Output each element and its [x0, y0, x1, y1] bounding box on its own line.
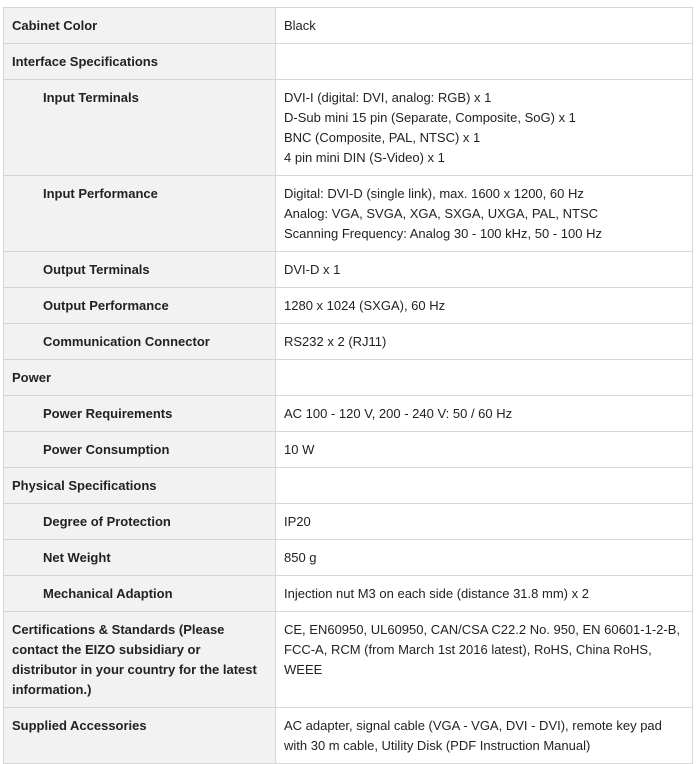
spec-label: Communication Connector — [4, 324, 276, 360]
spec-value — [276, 8, 693, 44]
section-empty-cell — [276, 360, 693, 396]
spec-value — [276, 252, 693, 288]
section-heading: Physical Specifications — [4, 468, 276, 504]
spec-label: Input Terminals — [4, 80, 276, 176]
spec-row-certifications — [4, 612, 693, 708]
spec-value — [276, 288, 693, 324]
spec-value — [276, 324, 693, 360]
spec-row-net-weight — [4, 540, 693, 576]
spec-label: Output Terminals — [4, 252, 276, 288]
section-physical-specifications — [4, 468, 693, 504]
section-power — [4, 360, 693, 396]
section-heading: Interface Specifications — [4, 44, 276, 80]
spec-value-line: Black — [284, 18, 316, 33]
spec-row-mechanical-adaption — [4, 576, 693, 612]
spec-value-line: BNC (Composite, PAL, NTSC) x 1 — [284, 130, 481, 145]
section-interface-specifications — [4, 44, 693, 80]
spec-row-output-performance — [4, 288, 693, 324]
spec-row-output-terminals — [4, 252, 693, 288]
spec-row-cabinet-color — [4, 8, 693, 44]
section-empty-cell — [276, 44, 693, 80]
spec-value-line: AC adapter, signal cable (VGA - VGA, DVI - DVI), remote key pad with 30 m cable, Utility Disk (PDF Instruction Manual) — [284, 718, 662, 753]
spec-value — [276, 576, 693, 612]
spec-value — [276, 80, 693, 176]
spec-value — [276, 176, 693, 252]
spec-value-line: Injection nut M3 on each side (distance 31.8 mm) x 2 — [284, 586, 589, 601]
spec-label: Cabinet Color — [4, 8, 276, 44]
spec-label: Mechanical Adaption — [4, 576, 276, 612]
spec-row-communication-connector — [4, 324, 693, 360]
spec-row-degree-of-protection — [4, 504, 693, 540]
spec-value — [276, 540, 693, 576]
spec-row-input-terminals — [4, 80, 693, 176]
spec-table — [3, 7, 693, 764]
spec-label: Certifications & Standards (Please contact the EIZO subsidiary or distributor in your country for the latest information.) — [4, 612, 276, 708]
spec-value — [276, 396, 693, 432]
spec-label: Power Requirements — [4, 396, 276, 432]
spec-value — [276, 504, 693, 540]
spec-label: Supplied Accessories — [4, 708, 276, 764]
section-empty-cell — [276, 468, 693, 504]
spec-value-line: Scanning Frequency: Analog 30 - 100 kHz, 50 - 100 Hz — [284, 226, 602, 241]
spec-value-line: 850 g — [284, 550, 317, 565]
spec-value — [276, 708, 693, 764]
spec-label: Output Performance — [4, 288, 276, 324]
spec-value — [276, 432, 693, 468]
spec-value-line: Digital: DVI-D (single link), max. 1600 x 1200, 60 Hz — [284, 186, 584, 201]
spec-value-line: 4 pin mini DIN (S-Video) x 1 — [284, 150, 445, 165]
spec-value-line: DVI-I (digital: DVI, analog: RGB) x 1 — [284, 90, 492, 105]
section-heading: Power — [4, 360, 276, 396]
spec-value-line: RS232 x 2 (RJ11) — [284, 334, 387, 349]
spec-row-input-performance — [4, 176, 693, 252]
spec-value-line: CE, EN60950, UL60950, CAN/CSA C22.2 No. 950, EN 60601-1-2-B, FCC-A, RCM (from March 1st 2016 latest), RoHS, China RoHS, WEEE — [284, 622, 680, 677]
spec-value-line: 1280 x 1024 (SXGA), 60 Hz — [284, 298, 446, 313]
spec-row-power-requirements — [4, 396, 693, 432]
spec-value-line: IP20 — [284, 514, 311, 529]
spec-row-power-consumption — [4, 432, 693, 468]
spec-label: Degree of Protection — [4, 504, 276, 540]
spec-label: Net Weight — [4, 540, 276, 576]
spec-value-line: D-Sub mini 15 pin (Separate, Composite, SoG) x 1 — [284, 110, 576, 125]
spec-value-line: DVI-D x 1 — [284, 262, 341, 277]
spec-value — [276, 612, 693, 708]
spec-label: Power Consumption — [4, 432, 276, 468]
spec-row-supplied-accessories — [4, 708, 693, 764]
spec-value-line: Analog: VGA, SVGA, XGA, SXGA, UXGA, PAL, NTSC — [284, 206, 599, 221]
spec-label: Input Performance — [4, 176, 276, 252]
spec-value-line: AC 100 - 120 V, 200 - 240 V: 50 / 60 Hz — [284, 406, 513, 421]
spec-value-line: 10 W — [284, 442, 315, 457]
